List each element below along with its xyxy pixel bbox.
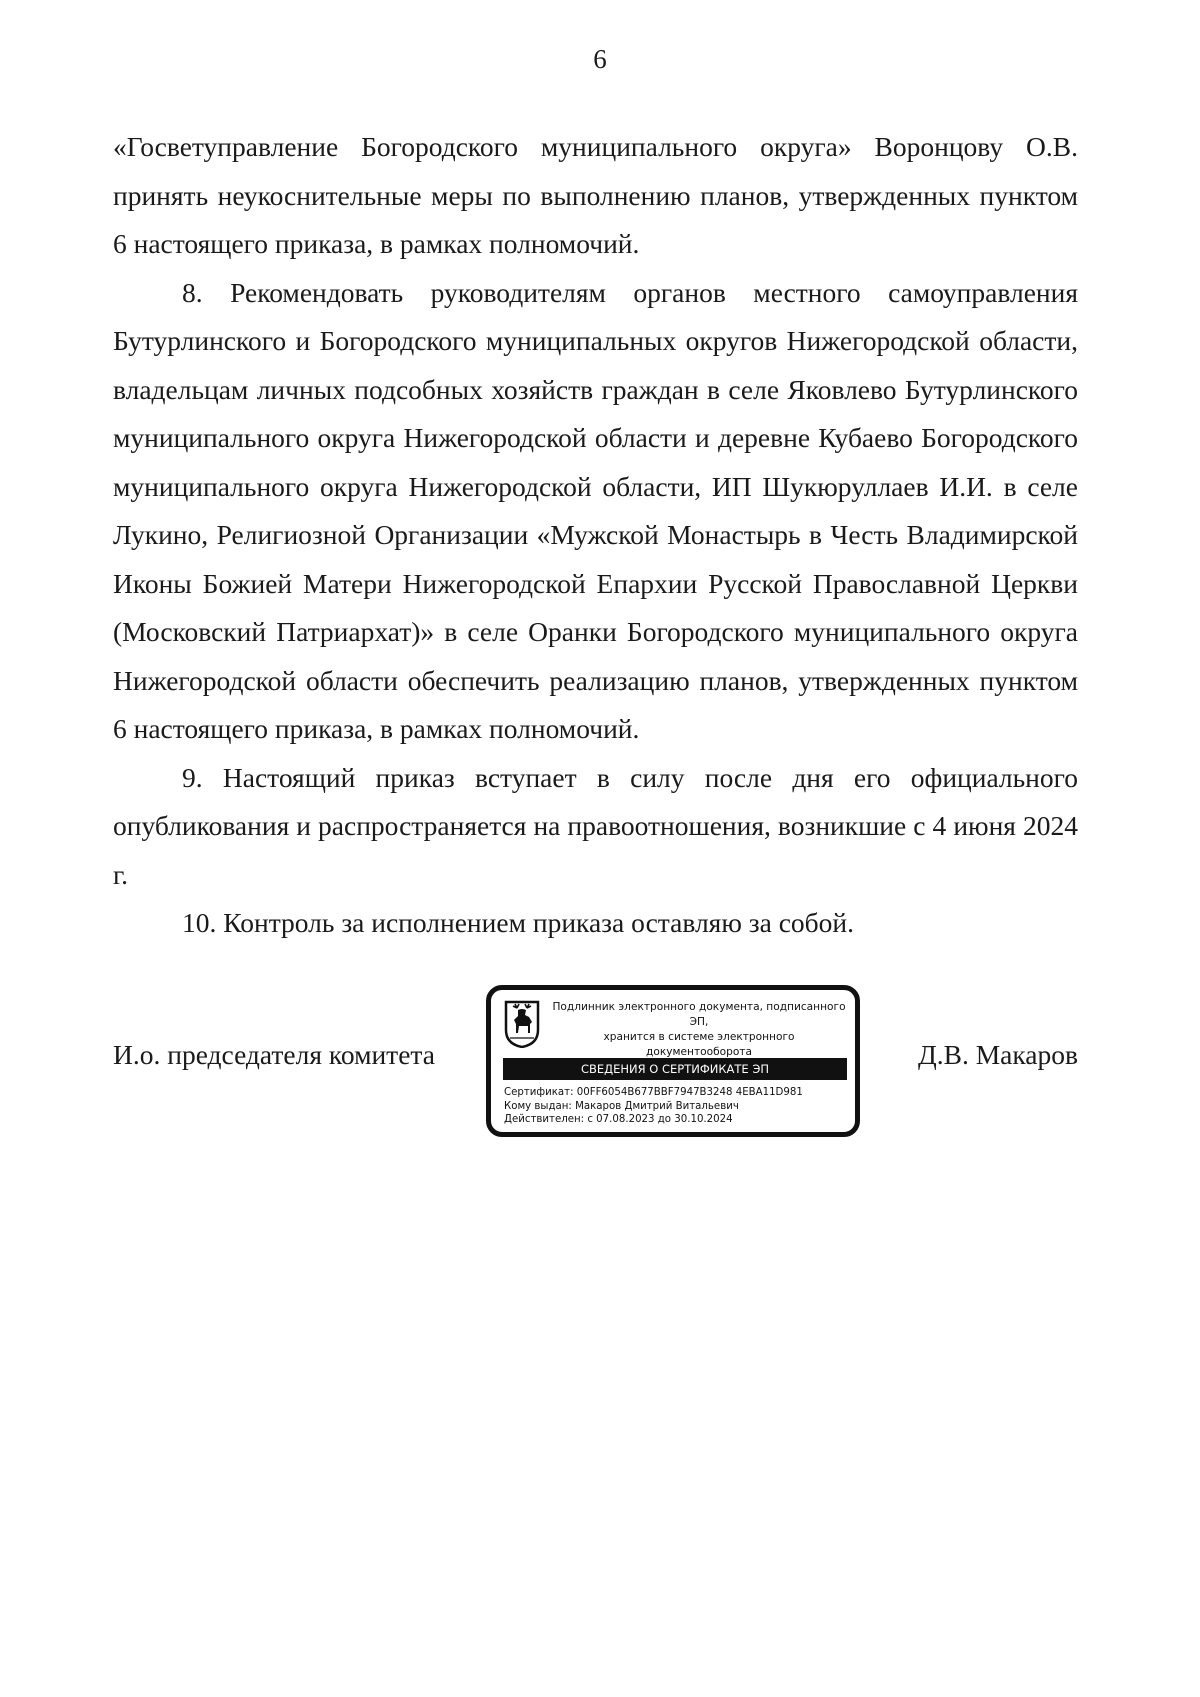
paragraph-8: 8. Рекомендовать руководителям органов местного самоуправления Бутурлинского и Богородского муниципальных округов Нижегородской области, владельцам личных подсобных хозяйств граждан в селе Яковлево Бутурлинского муниципального округа Нижегородской области и деревне Кубаево Богородского муниципального округа Нижегородской области, ИП Шукюруллаев И.И. в селе Лукино, Религиозной Организации «Мужской Монастырь в Честь Владимирской Иконы Божией Матери Нижегородской Епархии Русской Православной Церкви (Московский Патриархат)» в селе Оранки Богородского муниципального округа Нижегородской области обеспечить реализацию планов, утвержденных пунктом 6 настоящего приказа, в рамках полномочий.: [113, 276, 1078, 744]
issued-to-label: Кому выдан:: [504, 1100, 572, 1112]
signer-name: Д.В. Макаров: [917, 1039, 1078, 1070]
certificate-details: [504, 1086, 803, 1127]
stamp-header-line-1: Подлинник электронного документа, подписанного ЭП,: [552, 1001, 846, 1028]
issued-to-row: [504, 1100, 803, 1114]
stamp-header: [549, 1000, 849, 1060]
document-body: [113, 123, 1078, 948]
stamp-header-line-2: хранится в системе электронного документооборота: [603, 1031, 795, 1058]
page-number: 6: [593, 44, 607, 74]
validity-label: Действителен:: [504, 1114, 585, 1125]
certificate-value: 00FF6054B677BBF7947B3248 4EBA11D981: [576, 1087, 803, 1098]
issued-to-value: Макаров Дмитрий Витальевич: [575, 1100, 739, 1112]
certificate-row: [504, 1086, 803, 1100]
signer-position: И.о. председателя комитета: [113, 1039, 435, 1070]
certificate-label: Сертификат:: [504, 1087, 574, 1098]
paragraph-7-continuation: «Госветуправление Богородского муниципального округа» Воронцову О.В. принять неукоснительные меры по выполнению планов, утвержденных пунктом 6 настоящего приказа, в рамках полномочий.: [113, 131, 1078, 259]
certificate-info-bar: СВЕДЕНИЯ О СЕРТИФИКАТЕ ЭП: [503, 1058, 847, 1080]
validity-value: с 07.08.2023 до 30.10.2024: [587, 1114, 733, 1125]
coat-of-arms-icon: [503, 1000, 541, 1048]
paragraph-9: 9. Настоящий приказ вступает в силу после дня его официального опубликования и распространяется на правоотношения, возникшие с 4 июня 2024 г.: [113, 761, 1078, 890]
paragraph-10: 10. Контроль за исполнением приказа оставляю за собой.: [182, 907, 854, 938]
electronic-signature-stamp: [486, 985, 860, 1137]
validity-row: [504, 1113, 803, 1127]
